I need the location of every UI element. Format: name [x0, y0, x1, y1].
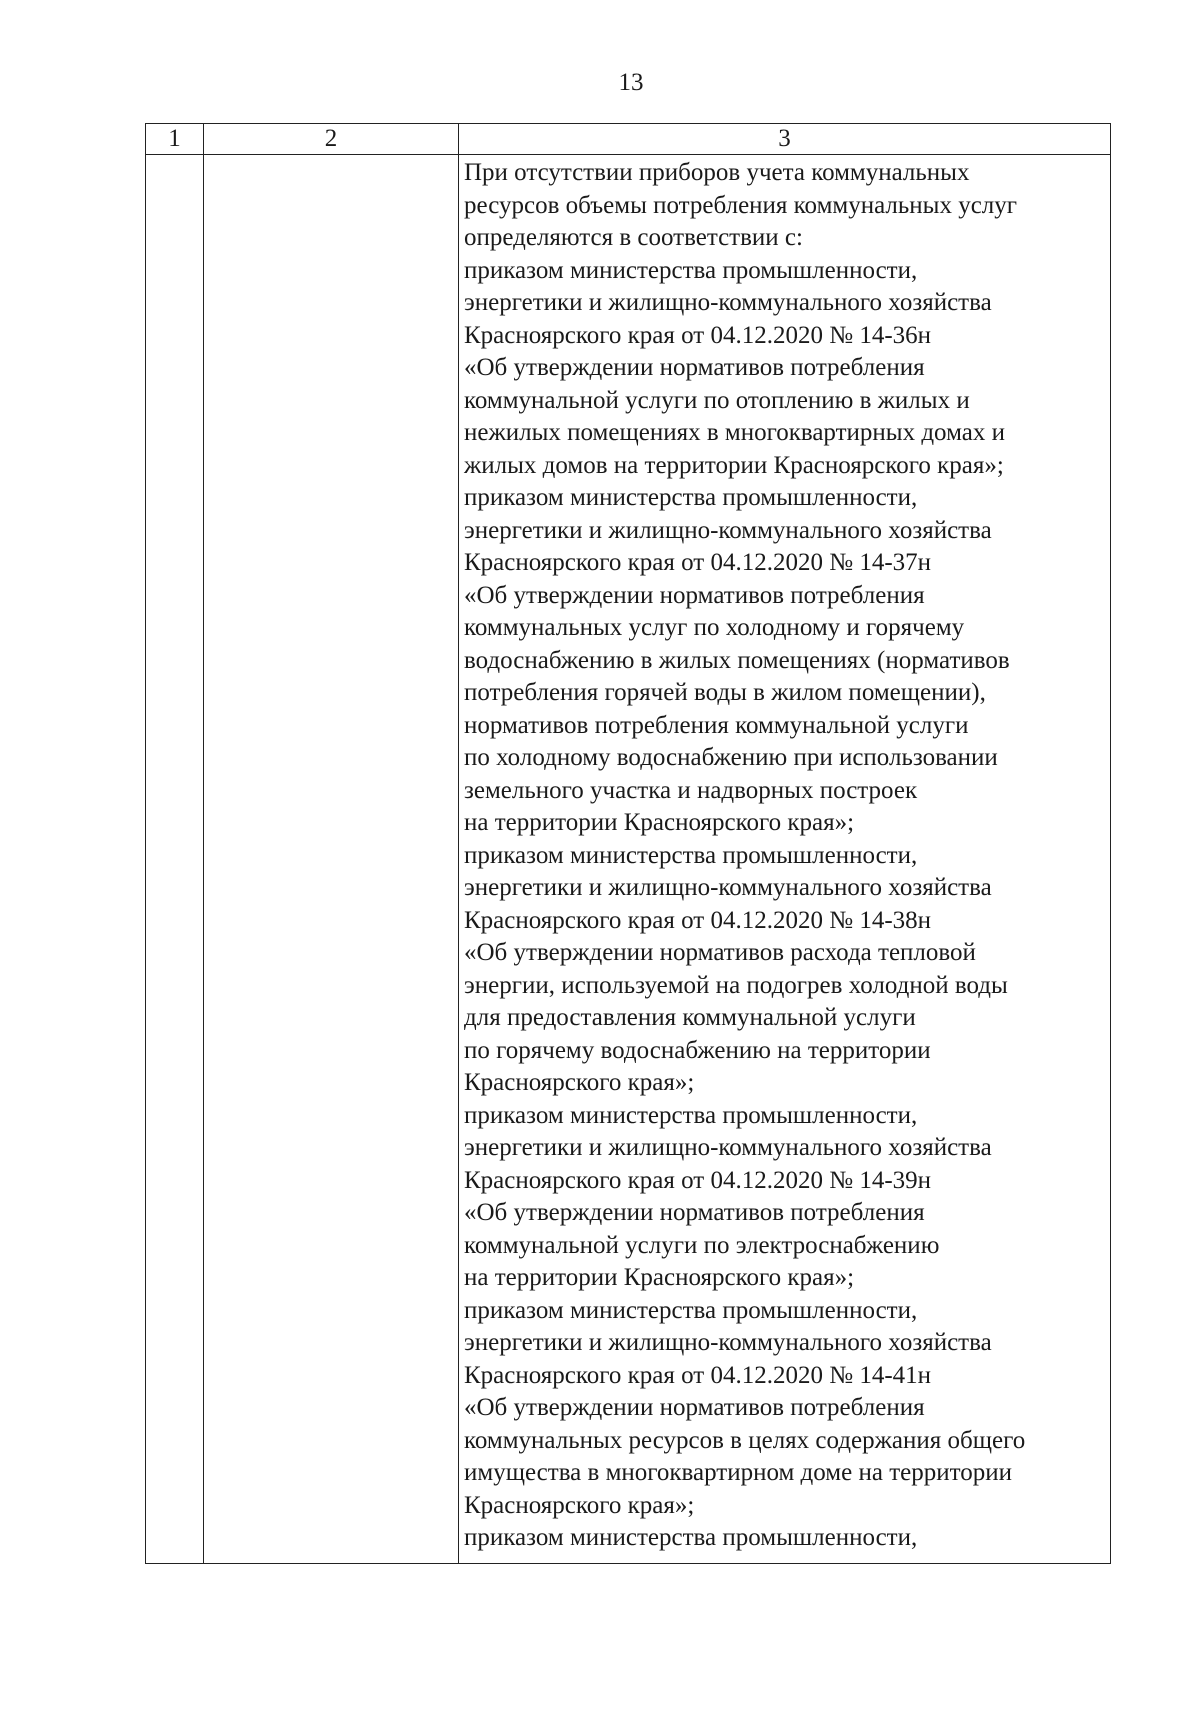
text-line: нормативов потребления коммунальной услуги — [464, 711, 969, 739]
text-line: нежилых помещениях в многоквартирных домах и — [464, 419, 1005, 446]
text-line: Красноярского края от 04.12.2020 № 14-37н — [464, 549, 932, 576]
text-line: Красноярского края от 04.12.2020 № 14-36н — [464, 321, 932, 349]
text-line: по горячему водоснабжению на территории — [464, 1036, 931, 1064]
table-header-row — [146, 124, 1111, 155]
page-number: 13 — [618, 69, 644, 96]
text-line: коммунальных услуг по холодному и горячему — [464, 614, 965, 641]
cell-col3-text — [459, 155, 1110, 1555]
text-line: на территории Красноярского края»; — [464, 809, 855, 836]
header-cell-1: 1 — [146, 124, 204, 155]
text-line: энергетики и жилищно-коммунального хозяйства — [464, 1134, 992, 1161]
text-line: «Об утверждении нормативов расхода тепловой — [464, 939, 976, 966]
text-line: приказом министерства промышленности, — [464, 1296, 918, 1324]
text-line: «Об утверждении нормативов потребления — [464, 354, 925, 381]
text-line: Красноярского края»; — [464, 1069, 695, 1096]
document-table — [145, 123, 1111, 1564]
text-line: приказом министерства промышленности, — [464, 1524, 918, 1551]
text-line: потребления горячей воды в жилом помещении), — [464, 679, 986, 706]
header-cell-3: 3 — [459, 124, 1111, 155]
text-line: «Об утверждении нормативов потребления — [464, 1394, 925, 1421]
text-line: имущества в многоквартирном доме на территории — [464, 1459, 1012, 1486]
text-line: Красноярского края от 04.12.2020 № 14-39н — [464, 1166, 932, 1194]
text-line: земельного участка и надворных построек — [464, 776, 918, 804]
text-line: по холодному водоснабжению при использовании — [464, 744, 998, 771]
cell-col2 — [204, 155, 459, 1564]
text-line: приказом министерства промышленности, — [464, 841, 918, 869]
table-row — [146, 155, 1111, 1564]
header-cell-2: 2 — [204, 124, 459, 155]
text-line: При отсутствии приборов учета коммунальных — [464, 159, 970, 186]
text-line: энергетики и жилищно-коммунального хозяйства — [464, 874, 992, 901]
text-line: коммунальных ресурсов в целях содержания общего — [464, 1426, 1026, 1454]
text-line: определяются в соответствии с: — [464, 224, 803, 251]
text-line: «Об утверждении нормативов потребления — [464, 581, 925, 609]
text-line: энергетики и жилищно-коммунального хозяйства — [464, 289, 992, 316]
text-line: коммунальной услуги по электроснабжению — [464, 1231, 940, 1259]
text-line: приказом министерства промышленности, — [464, 484, 918, 511]
text-line: водоснабжению в жилых помещениях (нормативов — [464, 646, 1010, 674]
text-line: «Об утверждении нормативов потребления — [464, 1199, 925, 1226]
text-line: Красноярского края»; — [464, 1491, 695, 1519]
text-line: ресурсов объемы потребления коммунальных услуг — [464, 191, 1018, 219]
text-line: Красноярского края от 04.12.2020 № 14-38н — [464, 906, 932, 934]
text-line: энергетики и жилищно-коммунального хозяйства — [464, 516, 992, 544]
text-line: коммунальной услуги по отоплению в жилых и — [464, 386, 970, 414]
text-line: на территории Красноярского края»; — [464, 1264, 855, 1291]
cell-col3 — [459, 155, 1111, 1564]
text-line: Красноярского края от 04.12.2020 № 14-41н — [464, 1361, 932, 1389]
cell-col1 — [146, 155, 204, 1564]
text-line: приказом министерства промышленности, — [464, 1101, 918, 1129]
text-line: для предоставления коммунальной услуги — [464, 1004, 916, 1031]
text-line: жилых домов на территории Красноярского края»; — [464, 451, 1004, 479]
text-line: энергии, используемой на подогрев холодной воды — [464, 971, 1008, 999]
text-line: приказом министерства промышленности, — [464, 256, 918, 284]
text-line: энергетики и жилищно-коммунального хозяйства — [464, 1329, 992, 1356]
